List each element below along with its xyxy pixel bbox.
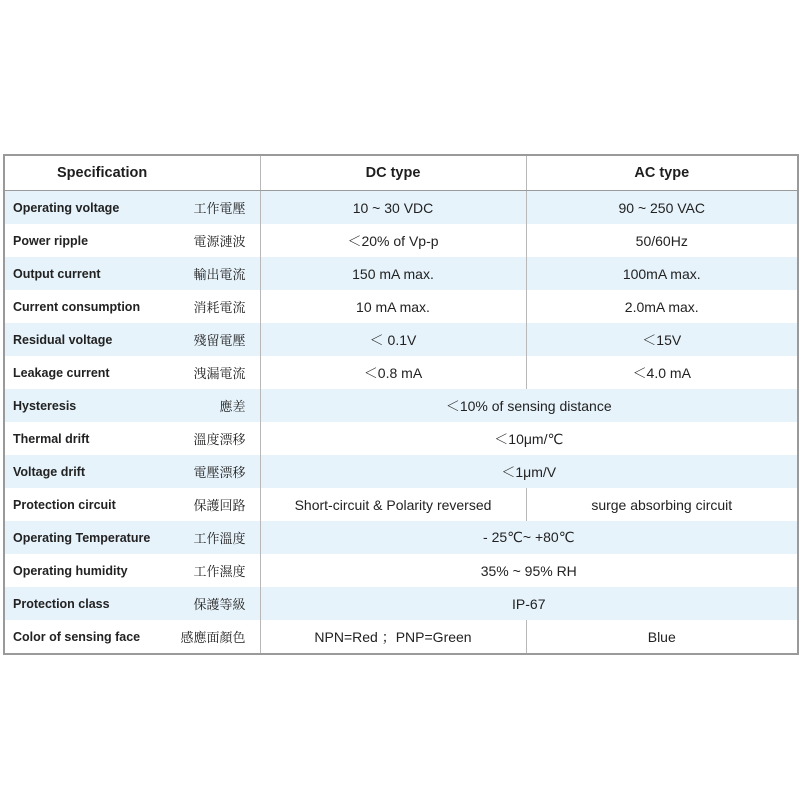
table-row: [4, 455, 798, 488]
specification-table: [3, 154, 799, 655]
spec-name-zh: 電壓漂移: [180, 455, 260, 488]
table-row: [4, 191, 798, 225]
table-row: [4, 521, 798, 554]
spec-name-en: Color of sensing face: [4, 620, 180, 654]
spec-name-en: Operating Temperature: [4, 521, 180, 554]
spec-value-both: ＜1μm/V: [260, 455, 798, 488]
spec-name-en: Protection circuit: [4, 488, 180, 521]
spec-name-en: Protection class: [4, 587, 180, 620]
spec-name-zh: 工作電壓: [180, 191, 260, 225]
spec-value-both: - 25℃~ +80℃: [260, 521, 798, 554]
spec-value-dc: 10 ~ 30 VDC: [260, 191, 526, 225]
spec-value-ac: 50/60Hz: [526, 224, 798, 257]
spec-name-zh: 保護等級: [180, 587, 260, 620]
spec-value-ac: Blue: [526, 620, 798, 654]
table-row: [4, 389, 798, 422]
table-row: [4, 323, 798, 356]
header-dc-type: DC type: [260, 155, 526, 191]
spec-name-zh: 工作濕度: [180, 554, 260, 587]
spec-name-zh: 洩漏電流: [180, 356, 260, 389]
spec-name-en: Leakage current: [4, 356, 180, 389]
spec-value-dc: NPN=Red ；PNP=Green: [260, 620, 526, 654]
spec-name-en: Residual voltage: [4, 323, 180, 356]
spec-value-ac: 90 ~ 250 VAC: [526, 191, 798, 225]
table-row: [4, 488, 798, 521]
table-row: [4, 290, 798, 323]
spec-value-ac: surge absorbing circuit: [526, 488, 798, 521]
spec-name-en: Voltage drift: [4, 455, 180, 488]
table-row: [4, 587, 798, 620]
spec-name-en: Current consumption: [4, 290, 180, 323]
spec-name-en: Operating humidity: [4, 554, 180, 587]
spec-value-dc: 10 mA max.: [260, 290, 526, 323]
spec-name-zh: 溫度漂移: [180, 422, 260, 455]
spec-value-dc: ＜20% of Vp-p: [260, 224, 526, 257]
spec-name-en: Operating voltage: [4, 191, 180, 225]
spec-value-both: IP-67: [260, 587, 798, 620]
table-row: [4, 620, 798, 654]
spec-name-en: Thermal drift: [4, 422, 180, 455]
spec-name-zh: 殘留電壓: [180, 323, 260, 356]
spec-name-zh: 消耗電流: [180, 290, 260, 323]
spec-name-zh: 電源漣波: [180, 224, 260, 257]
table-row: [4, 422, 798, 455]
spec-name-zh: 工作溫度: [180, 521, 260, 554]
spec-value-ac: ＜15V: [526, 323, 798, 356]
header-ac-type: AC type: [526, 155, 798, 191]
table-row: [4, 257, 798, 290]
header-specification: Specification: [4, 155, 260, 191]
spec-value-dc: 150 mA max.: [260, 257, 526, 290]
table-row: [4, 554, 798, 587]
spec-name-zh: 應差: [180, 389, 260, 422]
spec-value-both: ＜10% of sensing distance: [260, 389, 798, 422]
spec-name-zh: 輸出電流: [180, 257, 260, 290]
spec-value-both: ＜10μm/℃: [260, 422, 798, 455]
table-row: [4, 356, 798, 389]
table-header-row: [4, 155, 798, 191]
spec-value-dc: ＜ 0.1V: [260, 323, 526, 356]
spec-value-ac: ＜4.0 mA: [526, 356, 798, 389]
spec-name-zh: 保護回路: [180, 488, 260, 521]
spec-name-en: Power ripple: [4, 224, 180, 257]
spec-value-ac: 2.0mA max.: [526, 290, 798, 323]
spec-value-both: 35% ~ 95% RH: [260, 554, 798, 587]
spec-name-en: Output current: [4, 257, 180, 290]
spec-value-dc: Short-circuit & Polarity reversed: [260, 488, 526, 521]
table-row: [4, 224, 798, 257]
spec-value-ac: 100mA max.: [526, 257, 798, 290]
spec-name-zh: 感應面顏色: [180, 620, 260, 654]
spec-name-en: Hysteresis: [4, 389, 180, 422]
spec-value-dc: ＜0.8 mA: [260, 356, 526, 389]
table-body: [4, 191, 798, 655]
